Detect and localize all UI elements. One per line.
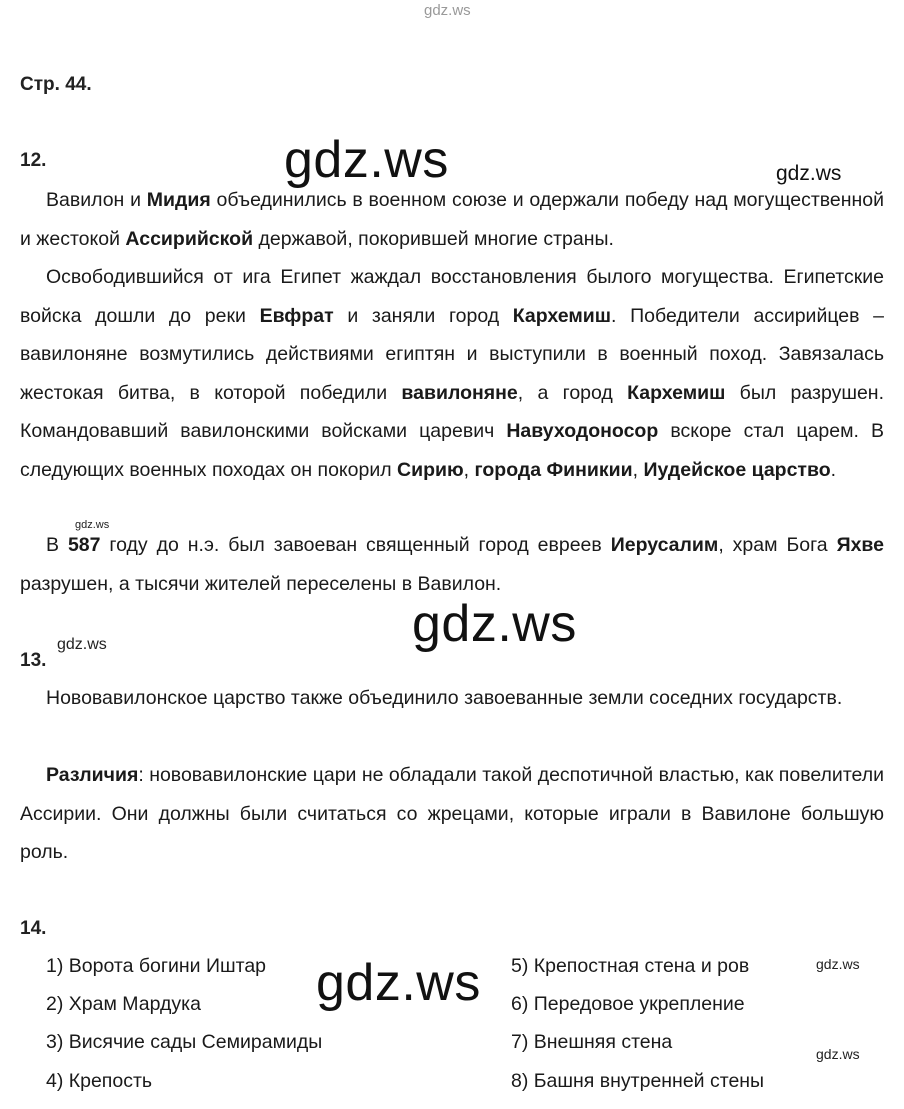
watermark-small-1: gdz.ws [57, 636, 107, 653]
list-item-6: 6) Передовое укрепление [511, 993, 745, 1015]
watermark-small-3: gdz.ws [816, 1046, 860, 1062]
task-12-number: 12. [20, 150, 47, 171]
list-item-1: 1) Ворота богини Иштар [46, 955, 267, 977]
task-14-number: 14. [20, 918, 47, 939]
task-12-paragraph-1: Вавилон и Мидия объединились в военном союзе и одержали победу над могущественной и жестокой Ассирийской державой, покорившей многие страны. [20, 189, 885, 250]
list-item-4: 4) Крепость [46, 1070, 153, 1092]
list-item-5: 5) Крепостная стена и ров [511, 955, 750, 977]
watermark-top: gdz.ws [424, 2, 471, 19]
list-item-2: 2) Храм Мардука [46, 993, 201, 1015]
watermark-tiny: gdz.ws [75, 519, 110, 531]
watermark-big-1: gdz.ws [284, 131, 449, 189]
list-item-8: 8) Башня внутренней стены [511, 1070, 765, 1092]
watermark-big-2: gdz.ws [412, 595, 577, 653]
list-item-3: 3) Висячие сады Семирамиды [46, 1031, 323, 1053]
task-13-paragraph-2: Различия: нововавилонские цари не обладали такой деспотичной властью, как повелители Ассирии. Они должны были считаться со жрецами, которые играли в Вавилоне большую роль. [20, 764, 884, 863]
page-label: Стр. 44. [20, 74, 92, 95]
list-item-7: 7) Внешняя стена [511, 1031, 673, 1053]
watermark-small-2: gdz.ws [816, 956, 860, 972]
watermark-big-3: gdz.ws [316, 954, 481, 1012]
task-13-paragraph-1: Нововавилонское царство также объединило завоеванные земли соседних государств. [46, 687, 843, 709]
task-12-paragraph-3: В 587 году до н.э. был завоеван священный город евреев Иерусалим, храм Бога Яхве разрушен, а тысячи жителей переселены в Вавилон. [20, 534, 884, 595]
watermark-medium-1: gdz.ws [776, 162, 842, 185]
task-13-number: 13. [20, 650, 47, 671]
task-12-paragraph-2: Освободившийся от ига Египет жаждал восстановления былого могущества. Египетские войска дошли до реки Евфрат и заняли город Кархемиш. Победители ассирийцев – вавилоняне возмутились действиями египтян и выступили в военный поход. Завязалась жестокая битва, в которой победили вавилоняне, а город Кархемиш был разрушен. Командовавший вавилонскими войсками царевич Навуходоносор вскоре стал царем. В следующих военных походах он покорил Сирию, города Финикии, Иудейское царство. [20, 266, 884, 481]
